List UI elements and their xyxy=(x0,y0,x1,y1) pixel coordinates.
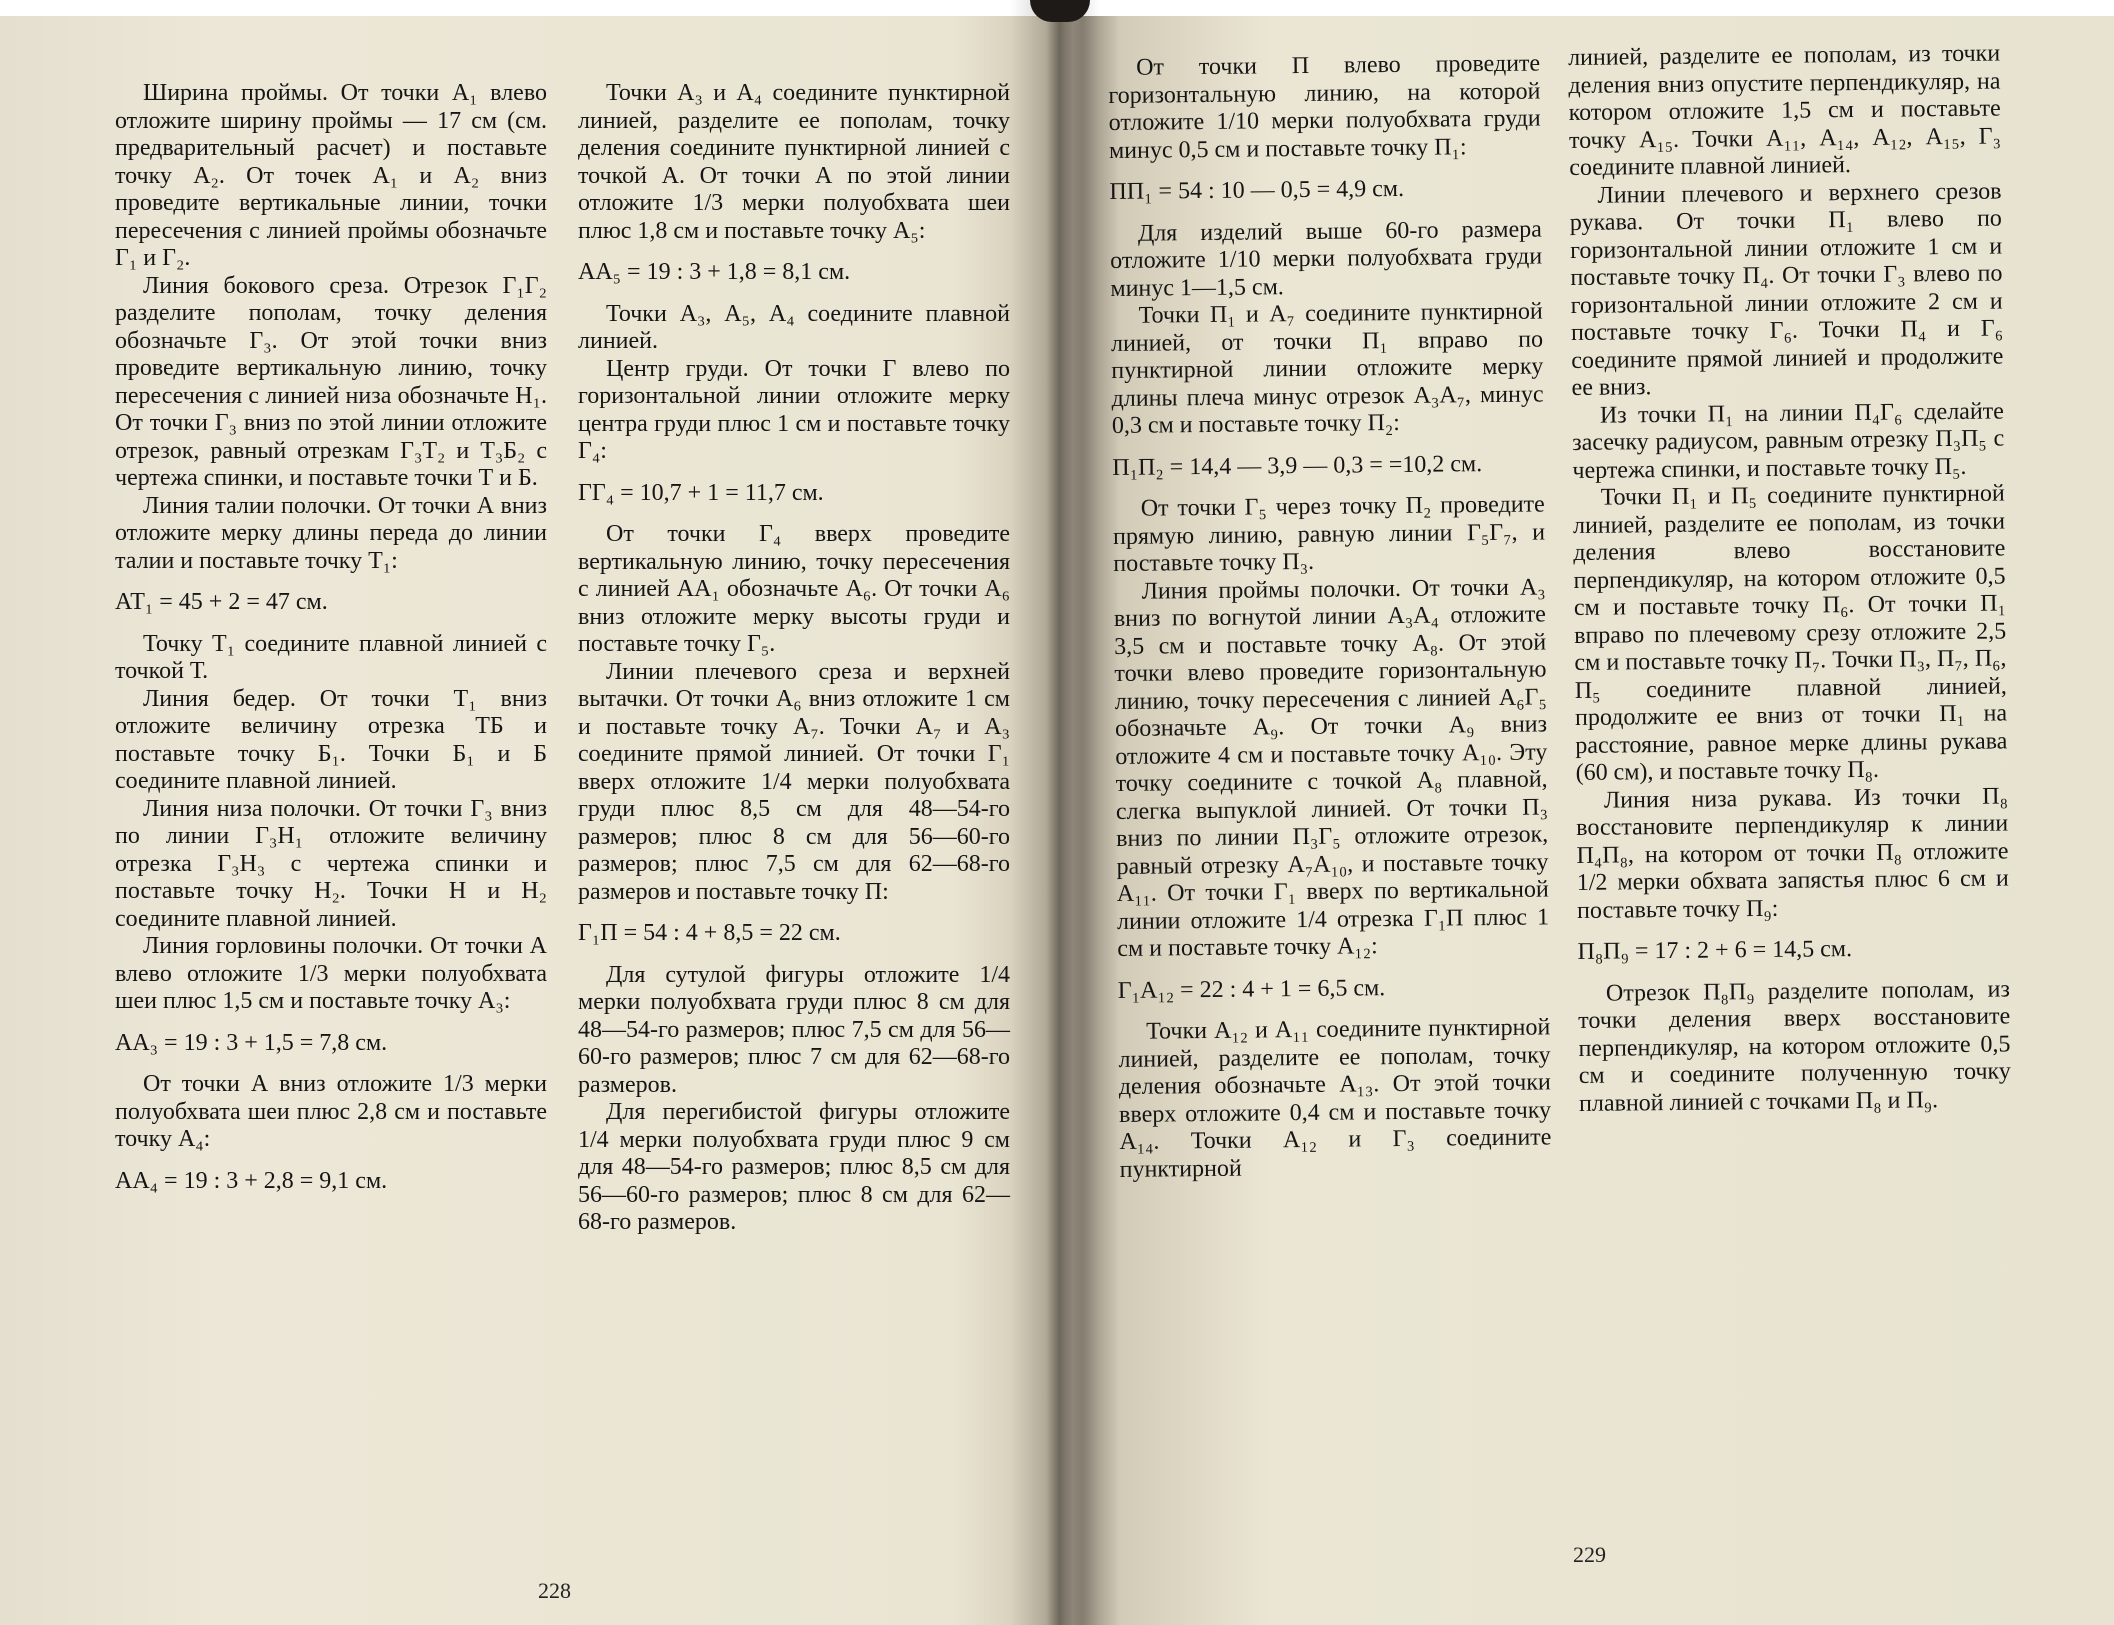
formula: АА₃ = 19 : 3 + 1,5 = 7,8 см. xyxy=(115,1029,388,1056)
book-spine xyxy=(1010,0,1100,1625)
paragraph: Отрезок П₈П₉ разделите пополам, из точки деления вверх восстановите перпендикуляр, на котором отложите 0,5 см и соедините полученную точку плавной линией с точками П₈ и П₉. xyxy=(1578,975,2011,1117)
paragraph: Линия низа рукава. Из точки П₈ восстановите перпендикуляр к линии П₄П₈, на котором от точки П₈ отложите 1/2 мерки обхвата запястья плюс 6 см и поставьте точку П₉: xyxy=(1576,782,2009,924)
paragraph: От точки П влево проведите горизонтальную линию, на которой отложите 1/10 мерки полуобхвата груди минус 0,5 см и поставьте точку П₁: xyxy=(1108,50,1541,164)
right-page-column-1 xyxy=(1108,50,1552,1183)
paragraph: От точки Г₄ вверх проведите вертикальную линию, точку пересечения с линией АА₁ обозначьте А₆. От точки А₆ вниз отложите мерку высоты груди и поставьте точку Г₅. xyxy=(578,521,1010,657)
paragraph: Для изделий выше 60-го размера отложите 1/10 мерки полуобхвата груди минус 1—1,5 см. xyxy=(1110,215,1543,302)
paragraph: Точки А₃ и А₄ соедините пунктирной линией, разделите ее пополам, точку деления соедините пунктирной линией с точкой А. От точки А по этой линии отложите 1/3 мерки полуобхвата шеи плюс 1,8 см и поставьте точку А₅: xyxy=(578,80,1010,244)
formula: Г₁А₁₂ = 22 : 4 + 1 = 6,5 см. xyxy=(1117,974,1386,1004)
paragraph: Точку Т₁ соедините плавной линией с точкой Т. xyxy=(115,630,547,684)
paragraph: Точки А₃, А₅, А₄ соедините плавной линией. xyxy=(578,300,1010,354)
paragraph: Линия талии полочки. От точки А вниз отложите мерку длины переда до линии талии и поставьте точку Т₁: xyxy=(115,492,547,574)
paragraph: Точки П₁ и А₇ соедините пунктирной линией, от точки П₁ вправо по пунктирной линии отложите мерку длины плеча минус отрезок А₃А₇, минус 0,3 см и поставьте точку П₂: xyxy=(1110,298,1544,439)
paragraph: Для перегибистой фигуры отложите 1/4 мерки полуобхвата груди плюс 9 см для 48—54-го размеров; плюс 8,5 см для 56—60-го размеров; плюс 8 см для 62—68-го размеров. xyxy=(578,1099,1010,1235)
paragraph: Линия бедер. От точки Т₁ вниз отложите величину отрезка ТБ и поставьте точку Б₁. Точки Б₁ и Б соедините плавной линией. xyxy=(115,685,547,794)
paragraph: Линия бокового среза. Отрезок Г₁Г₂ разделите пополам, точку деления обозначьте Г₃. От этой точки вниз проведите вертикальную линию, точку пересечения с линией низа обозначьте Н₁. От точки Г₃ вниз по этой линии отложите отрезок, равный отрезкам Г₃Т₂ и Т₃Б₂ с чертежа спинки, и поставьте точки Т и Б. xyxy=(115,272,547,491)
formula: П₈П₉ = 17 : 2 + 6 = 14,5 см. xyxy=(1577,936,1853,965)
formula: Г₁П = 54 : 4 + 8,5 = 22 см. xyxy=(578,920,841,946)
formula: ПП₁ = 54 : 10 — 0,5 = 4,9 см. xyxy=(1109,175,1405,205)
paragraph: От точки Г₅ через точку П₂ проведите прямую линию, равную линии Г₅Г₇, и поставьте точку П₃. xyxy=(1112,491,1546,577)
paragraph: Точки А₁₂ и А₁₁ соедините пунктирной линией, разделите ее пополам, точку деления обозначьте А₁₃. От этой точки вверх отложите 0,4 см и поставьте точку А₁₄. Точки А₁₂ и Г₃ соедините пунктирной xyxy=(1118,1014,1552,1183)
page-number-left: 228 xyxy=(538,1578,571,1603)
paragraph: Ширина проймы. От точки А₁ влево отложите ширину проймы — 17 см (см. предварительный расчет) и поставьте точку А₂. От точек А₁ и А₂ вниз проведите вертикальные линии, точки пересечения с линией проймы обозначьте Г₁ и Г₂. xyxy=(115,80,547,271)
paragraph: Линии плечевого среза и верхней вытачки. От точки А₆ вниз отложите 1 см и поставьте точку А₇. Точки А₇ и А₃ соедините прямой линией. От точки Г₁ вверх отложите 1/4 мерки полуобхвата груди плюс 8,5 см для 48—54-го размеров; плюс 8 см для 56—60-го размеров; плюс 7,5 см для 62—68-го размеров и поставьте точку П: xyxy=(578,658,1010,905)
paragraph: линией, разделите ее пополам, из точки деления вниз опустите перпендикуляр, на котором отложите 1,5 см и поставьте точку А₁₅. Точки А₁₁, А₁₄, А₁₂, А₁₅, Г₃ соедините плавной линией. xyxy=(1568,40,2002,181)
paragraph: От точки А вниз отложите 1/3 мерки полуобхвата шеи плюс 2,8 см и поставьте точку А₄: xyxy=(115,1071,547,1152)
formula: АА₅ = 19 : 3 + 1,8 = 8,1 см. xyxy=(578,259,851,285)
left-page-column-1 xyxy=(115,80,547,1209)
paragraph: Линия низа полочки. От точки Г₃ вниз по линии Г₃Н₁ отложите величину отрезка Г₃Н₃ с чертежа спинки и поставьте точку Н₂. Точки Н и Н₂ соедините плавной линией. xyxy=(115,795,547,932)
formula: АТ₁ = 45 + 2 = 47 см. xyxy=(115,589,328,615)
page-number-right: 229 xyxy=(1573,1542,1606,1567)
paragraph: Для сутулой фигуры отложите 1/4 мерки полуобхвата груди плюс 8 см для 48—54-го размеров; плюс 7,5 см для 56—60-го размеров; плюс 7 см для 62—68-го размеров. xyxy=(578,961,1010,1098)
formula: АА₄ = 19 : 3 + 2,8 = 9,1 см. xyxy=(115,1167,388,1194)
paragraph: Точки П₁ и П₅ соедините пунктирной линией, разделите ее пополам, из точки деления влево восстановите перпендикуляр, на котором отложите 0,5 см и поставьте точку П₆. От точки П₁ вправо по плечевому срезу отложите 2,5 см и поставьте точку П₇. Точки П₃, П₇, П₆, П₅ соедините плавной линией, продолжите ее вниз от точки П₁ на расстояние, равное мерке длины рукава (60 см), и поставьте точку П₈. xyxy=(1572,480,2008,786)
paragraph: Линия горловины полочки. От точки А влево отложите 1/3 мерки полуобхвата шеи плюс 1,5 см и поставьте точку А₃: xyxy=(115,933,547,1014)
paragraph: Центр груди. От точки Г влево по горизонтальной линии отложите мерку центра груди плюс 1 см и поставьте точку Г₄: xyxy=(578,355,1010,464)
paragraph: Линия проймы полочки. От точки А₃ вниз по вогнутой линии А₃А₄ отложите 3,5 см и поставьте точку А₈. От этой точки влево проведите горизонтальную линию, точку пересечения с линией А₆Г₅ обозначьте А₉. От точки А₉ вниз отложите 4 см и поставьте точку А₁₀. Эту точку соедините с точкой А₈ плавной, слегка выпуклой линией. От точки П₃ вниз по линии П₃Г₅ отложите отрезок, равный отрезку А₇А₁₀, и поставьте точку А₁₁. От точки Г₁ вверх по вертикальной линии отложите 1/4 отрезка Г₁П плюс 1 см и поставьте точку А₁₂: xyxy=(1113,573,1550,962)
paragraph: Линии плечевого и верхнего срезов рукава. От точки П₁ влево по горизонтальной линии отложите 1 см и поставьте точку П₄. От точки Г₃ влево по горизонтальной линии отложите 2 см и поставьте точку Г₆. Точки П₄ и Г₆ соедините прямой линией и продолжите ее вниз. xyxy=(1569,177,2004,401)
left-page-column-2 xyxy=(578,80,1010,1237)
formula: П₁П₂ = 14,4 — 3,9 — 0,3 = =10,2 см. xyxy=(1112,450,1483,481)
formula: ГГ₄ = 10,7 + 1 = 11,7 см. xyxy=(578,479,824,506)
right-page-column-2 xyxy=(1568,40,2011,1117)
paragraph: Из точки П₁ на линии П₄Г₆ сделайте засечку радиусом, равным отрезку П₃П₅ с чертежа спинки, и поставьте точку П₅. xyxy=(1572,397,2005,484)
